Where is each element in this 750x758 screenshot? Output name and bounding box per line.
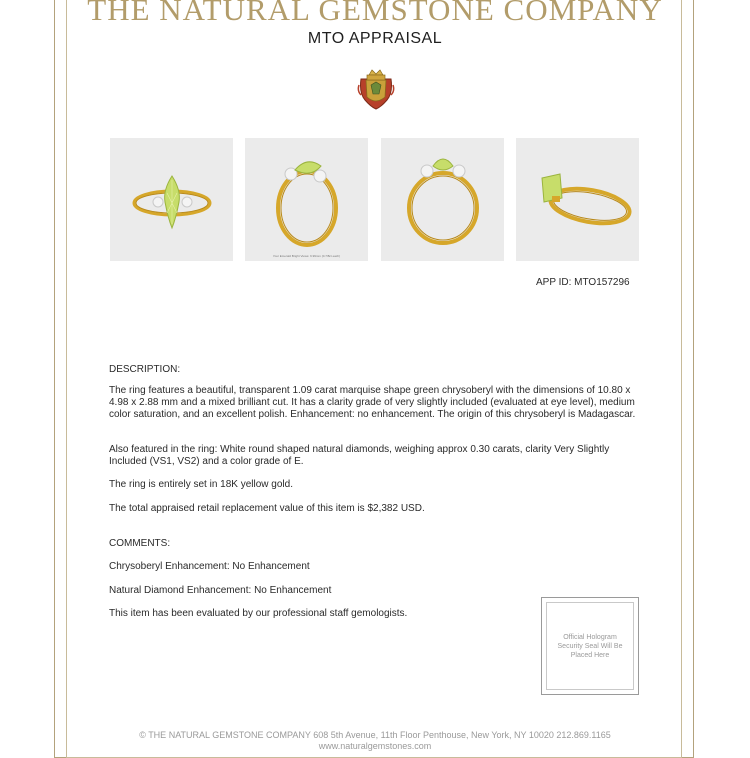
- comment-evaluation: This item has been evaluated by our professional staff gemologists.: [109, 608, 408, 619]
- product-photo-front-view[interactable]: [245, 138, 368, 261]
- description-paragraph-metal: The ring is entirely set in 18K yellow gold.: [109, 479, 293, 490]
- crest-logo-icon: [357, 67, 395, 111]
- ring-front-upright-image: [381, 138, 504, 261]
- comment-diamond: Natural Diamond Enhancement: No Enhancement: [109, 585, 332, 596]
- description-paragraph-value: The total appraised retail replacement value of this item is $2,382 USD.: [109, 503, 425, 514]
- company-name: THE NATURAL GEMSTONE COMPANY: [87, 0, 663, 27]
- product-photo-top-view[interactable]: [110, 138, 233, 261]
- hologram-seal-placeholder: [541, 597, 639, 695]
- ring-top-view-image: [110, 138, 233, 261]
- photo-caption: Your Emerald Bright Views: 6.99mm (0.7/8ct each): [272, 254, 341, 258]
- description-label: DESCRIPTION:: [109, 364, 181, 375]
- footer-address: © THE NATURAL GEMSTONE COMPANY 608 5th Avenue, 11th Floor Penthouse, New York, NY 10020 212.869.1165: [139, 730, 611, 740]
- ring-front-view-image: [245, 138, 368, 261]
- product-photo-front-upright-view[interactable]: [381, 138, 504, 261]
- app-id: APP ID: MTO157296: [536, 277, 630, 288]
- document-title: MTO APPRAISAL: [307, 30, 443, 47]
- hologram-seal-inner: [546, 602, 634, 690]
- ring-side-view-image: [516, 138, 639, 261]
- seal-text: Official Hologram Security Seal Will Be Placed Here: [557, 633, 623, 659]
- comments-label: COMMENTS:: [109, 538, 171, 549]
- description-paragraph-gem: The ring features a beautiful, transparent 1.09 carat marquise shape green chrysoberyl with the dimensions of 10.80 x 4.98 x 2.88 mm and a mixed brilliant cut. It has a clarity grade of very slightly included (evaluated at eye level), medium color saturation, and an excellent polish. Enhancement: no enhancement. The origin of this chrysoberyl is Madagascar.: [109, 385, 636, 420]
- footer-website[interactable]: www.naturalgemstones.com: [318, 741, 432, 751]
- product-photo-side-view[interactable]: [516, 138, 639, 261]
- comment-chrysoberyl: Chrysoberyl Enhancement: No Enhancement: [109, 561, 310, 572]
- description-paragraph-diamonds: Also featured in the ring: White round shaped natural diamonds, weighing approx 0.30 carats, clarity Very Slightly Included (VS1, VS2) and a color grade of E.: [109, 444, 610, 467]
